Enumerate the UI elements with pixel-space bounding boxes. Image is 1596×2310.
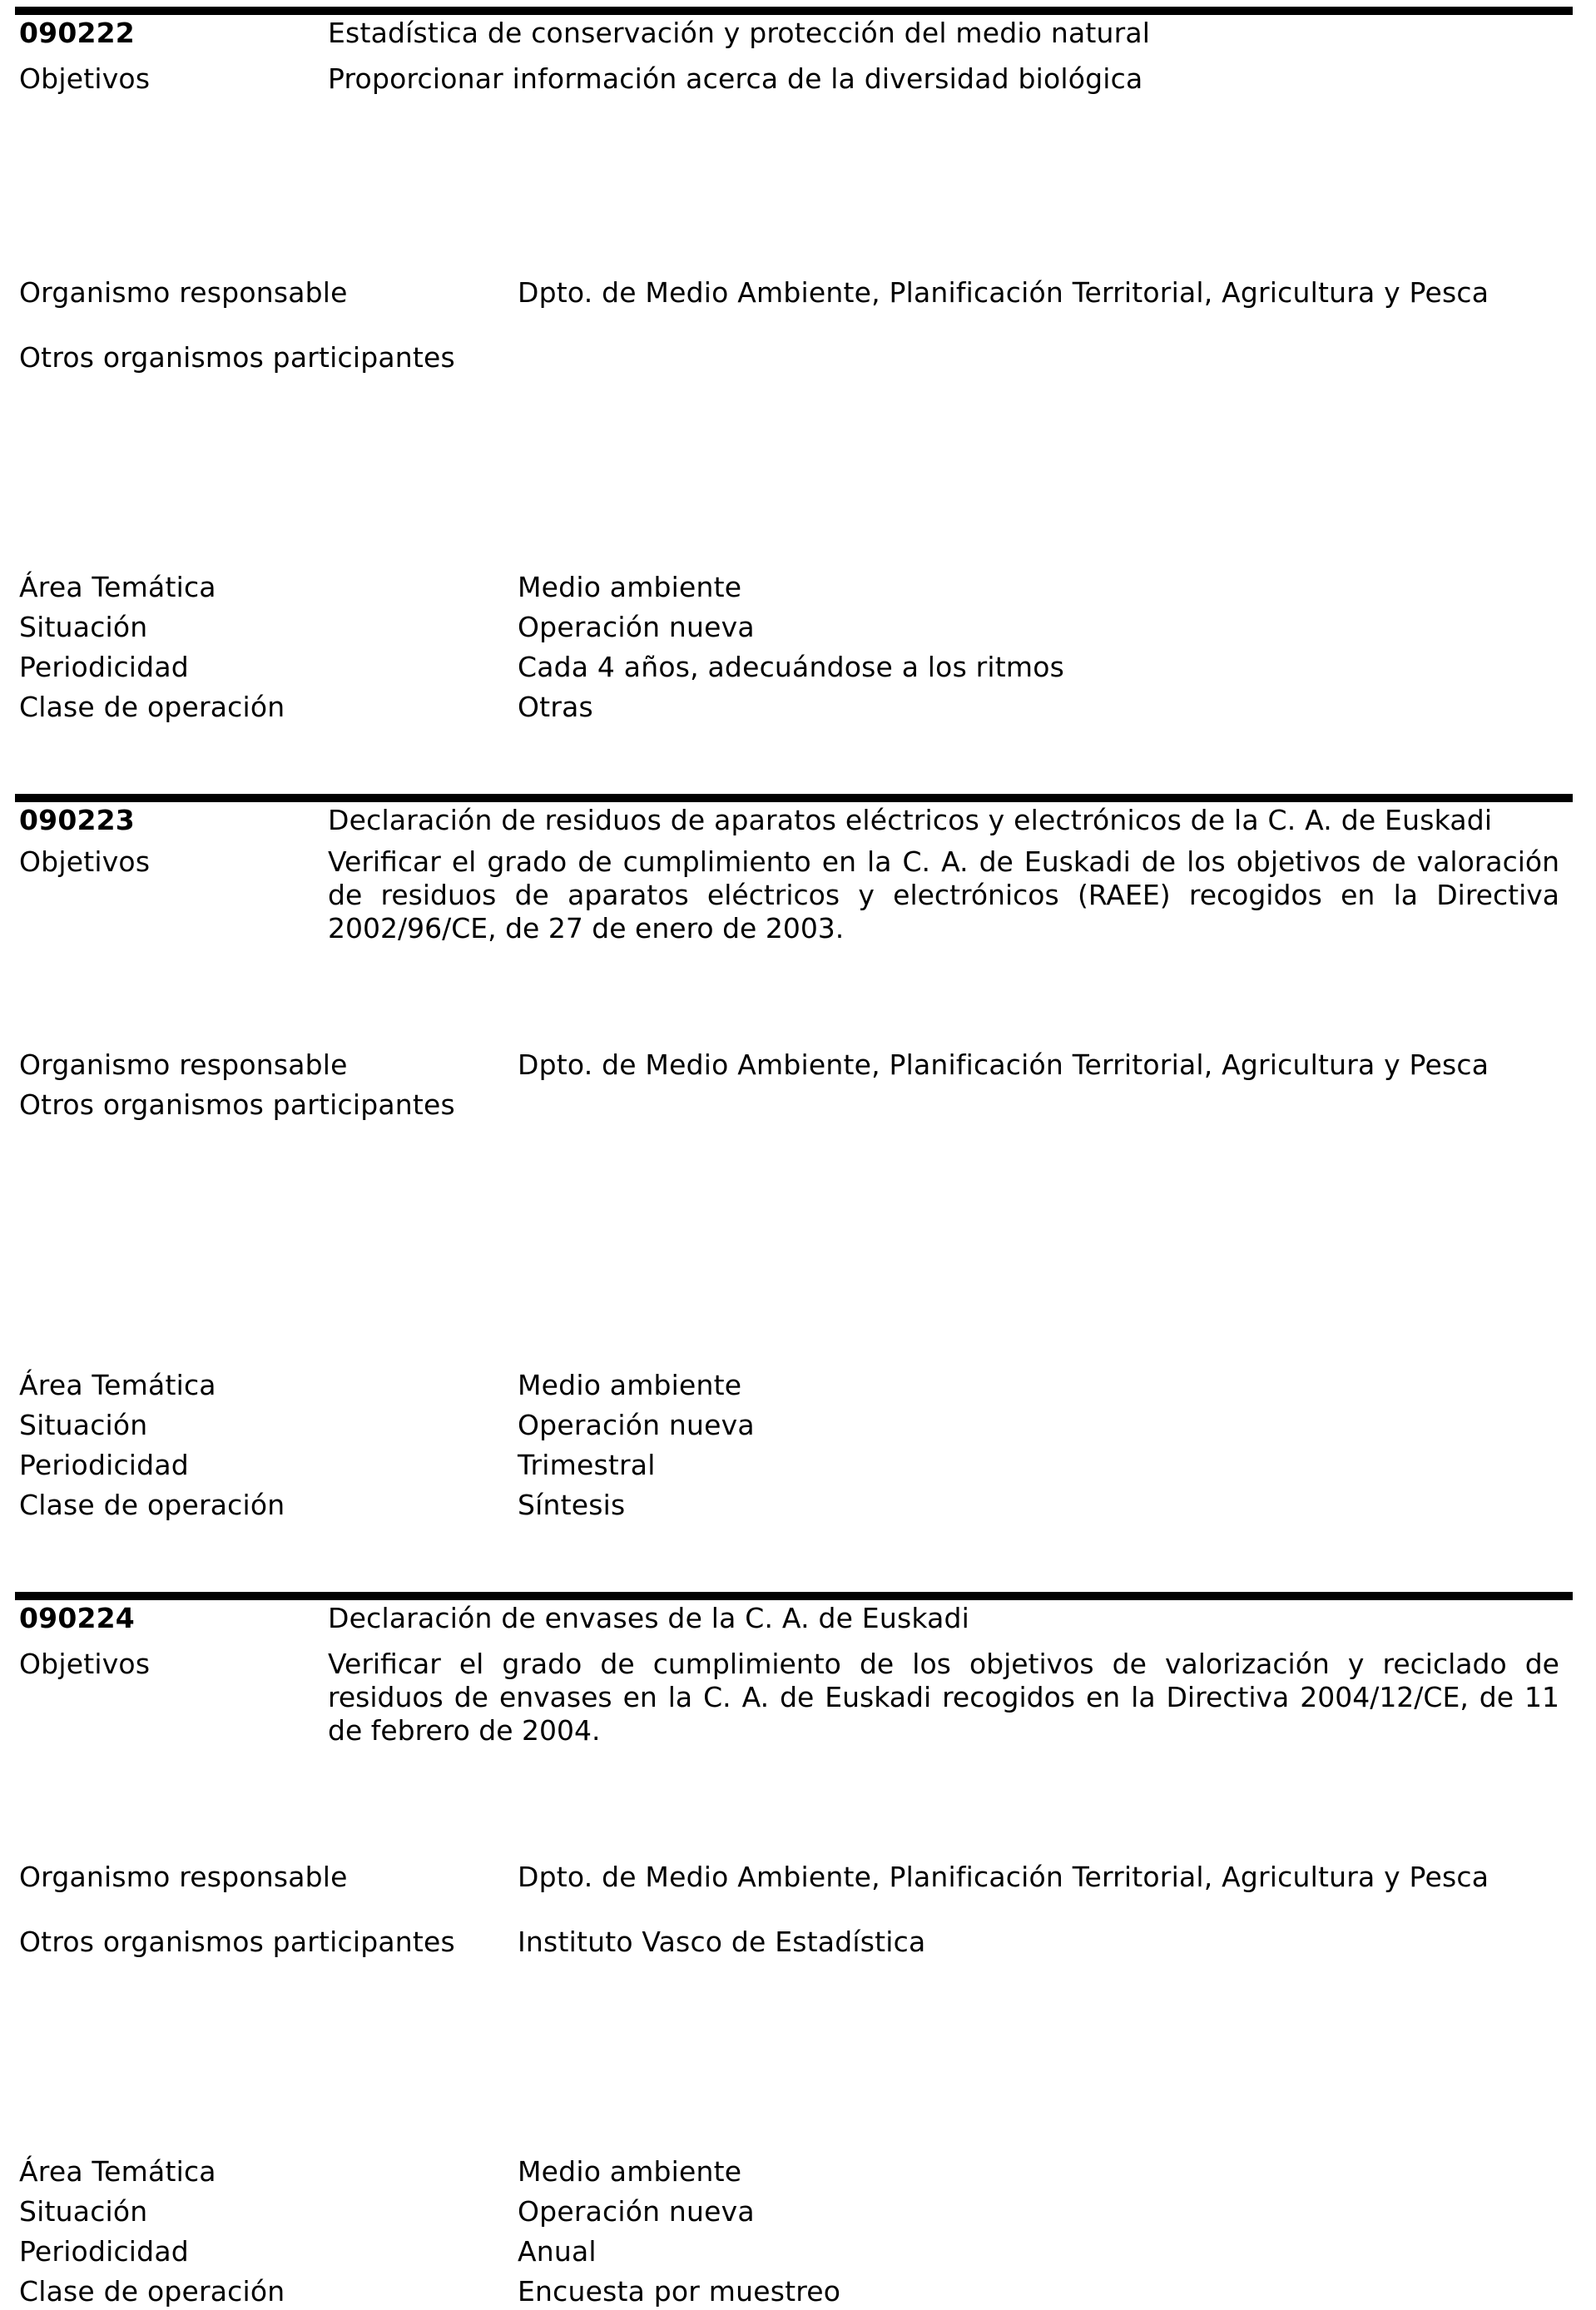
section-divider bbox=[15, 7, 1573, 15]
operation-title: Declaración de residuos de aparatos eléctricos y electrónicos de la C. A. de Euskadi bbox=[328, 804, 1493, 836]
situacion-value: Operación nueva bbox=[518, 1409, 755, 1441]
area-tematica-label: Área Temática bbox=[19, 2155, 216, 2188]
periodicidad-label: Periodicidad bbox=[19, 1449, 189, 1481]
situacion-value: Operación nueva bbox=[518, 611, 755, 643]
operation-code: 090223 bbox=[19, 804, 135, 836]
objetivos-value: Verificar el grado de cumplimiento de los objetivos de valorización y reciclado de residuos de envases en la C. A. de Euskadi recogidos en la Directiva 2004/12/CE, de 11 de febrero de 2004. bbox=[328, 1648, 1559, 1747]
area-tematica-value: Medio ambiente bbox=[518, 1369, 742, 1401]
objetivos-label: Objetivos bbox=[19, 1648, 151, 1680]
situacion-label: Situación bbox=[19, 2195, 148, 2228]
clase-operacion-label: Clase de operación bbox=[19, 691, 285, 723]
otros-organismos-label: Otros organismos participantes bbox=[19, 1926, 455, 1958]
objetivos-value: Proporcionar información acerca de la diversidad biológica bbox=[328, 62, 1143, 95]
clase-operacion-label: Clase de operación bbox=[19, 1489, 285, 1521]
operation-title: Declaración de envases de la C. A. de Euskadi bbox=[328, 1602, 970, 1634]
situacion-label: Situación bbox=[19, 1409, 148, 1441]
periodicidad-value: Anual bbox=[518, 2235, 597, 2268]
clase-operacion-value: Encuesta por muestreo bbox=[518, 2275, 841, 2308]
area-tematica-label: Área Temática bbox=[19, 571, 216, 603]
periodicidad-value: Cada 4 años, adecuándose a los ritmos bbox=[518, 651, 1065, 683]
clase-operacion-label: Clase de operación bbox=[19, 2275, 285, 2308]
objetivos-label: Objetivos bbox=[19, 845, 151, 878]
otros-organismos-label: Otros organismos participantes bbox=[19, 1088, 455, 1121]
area-tematica-value: Medio ambiente bbox=[518, 571, 742, 603]
section-divider bbox=[15, 1592, 1573, 1600]
organismo-responsable-label: Organismo responsable bbox=[19, 276, 348, 309]
organismo-responsable-label: Organismo responsable bbox=[19, 1048, 348, 1081]
organismo-responsable-value: Dpto. de Medio Ambiente, Planificación Territorial, Agricultura y Pesca bbox=[518, 276, 1489, 309]
organismo-responsable-value: Dpto. de Medio Ambiente, Planificación Territorial, Agricultura y Pesca bbox=[518, 1048, 1489, 1081]
situacion-label: Situación bbox=[19, 611, 148, 643]
organismo-responsable-label: Organismo responsable bbox=[19, 1861, 348, 1893]
situacion-value: Operación nueva bbox=[518, 2195, 755, 2228]
clase-operacion-value: Otras bbox=[518, 691, 593, 723]
section-divider bbox=[15, 794, 1573, 802]
area-tematica-label: Área Temática bbox=[19, 1369, 216, 1401]
objetivos-label: Objetivos bbox=[19, 62, 151, 95]
periodicidad-label: Periodicidad bbox=[19, 651, 189, 683]
operation-code: 090224 bbox=[19, 1602, 135, 1634]
area-tematica-value: Medio ambiente bbox=[518, 2155, 742, 2188]
periodicidad-label: Periodicidad bbox=[19, 2235, 189, 2268]
otros-organismos-label: Otros organismos participantes bbox=[19, 341, 455, 374]
operation-code: 090222 bbox=[19, 17, 135, 49]
periodicidad-value: Trimestral bbox=[518, 1449, 656, 1481]
otros-organismos-value: Instituto Vasco de Estadística bbox=[518, 1926, 926, 1958]
operation-title: Estadística de conservación y protección del medio natural bbox=[328, 17, 1151, 49]
clase-operacion-value: Síntesis bbox=[518, 1489, 626, 1521]
objetivos-value: Verificar el grado de cumplimiento en la C. A. de Euskadi de los objetivos de valoración de residuos de aparatos eléctricos y electrónicos (RAEE) recogidos en la Directiva 2002/96/CE, de 27 de enero de 2003. bbox=[328, 845, 1559, 944]
organismo-responsable-value: Dpto. de Medio Ambiente, Planificación Territorial, Agricultura y Pesca bbox=[518, 1861, 1489, 1893]
